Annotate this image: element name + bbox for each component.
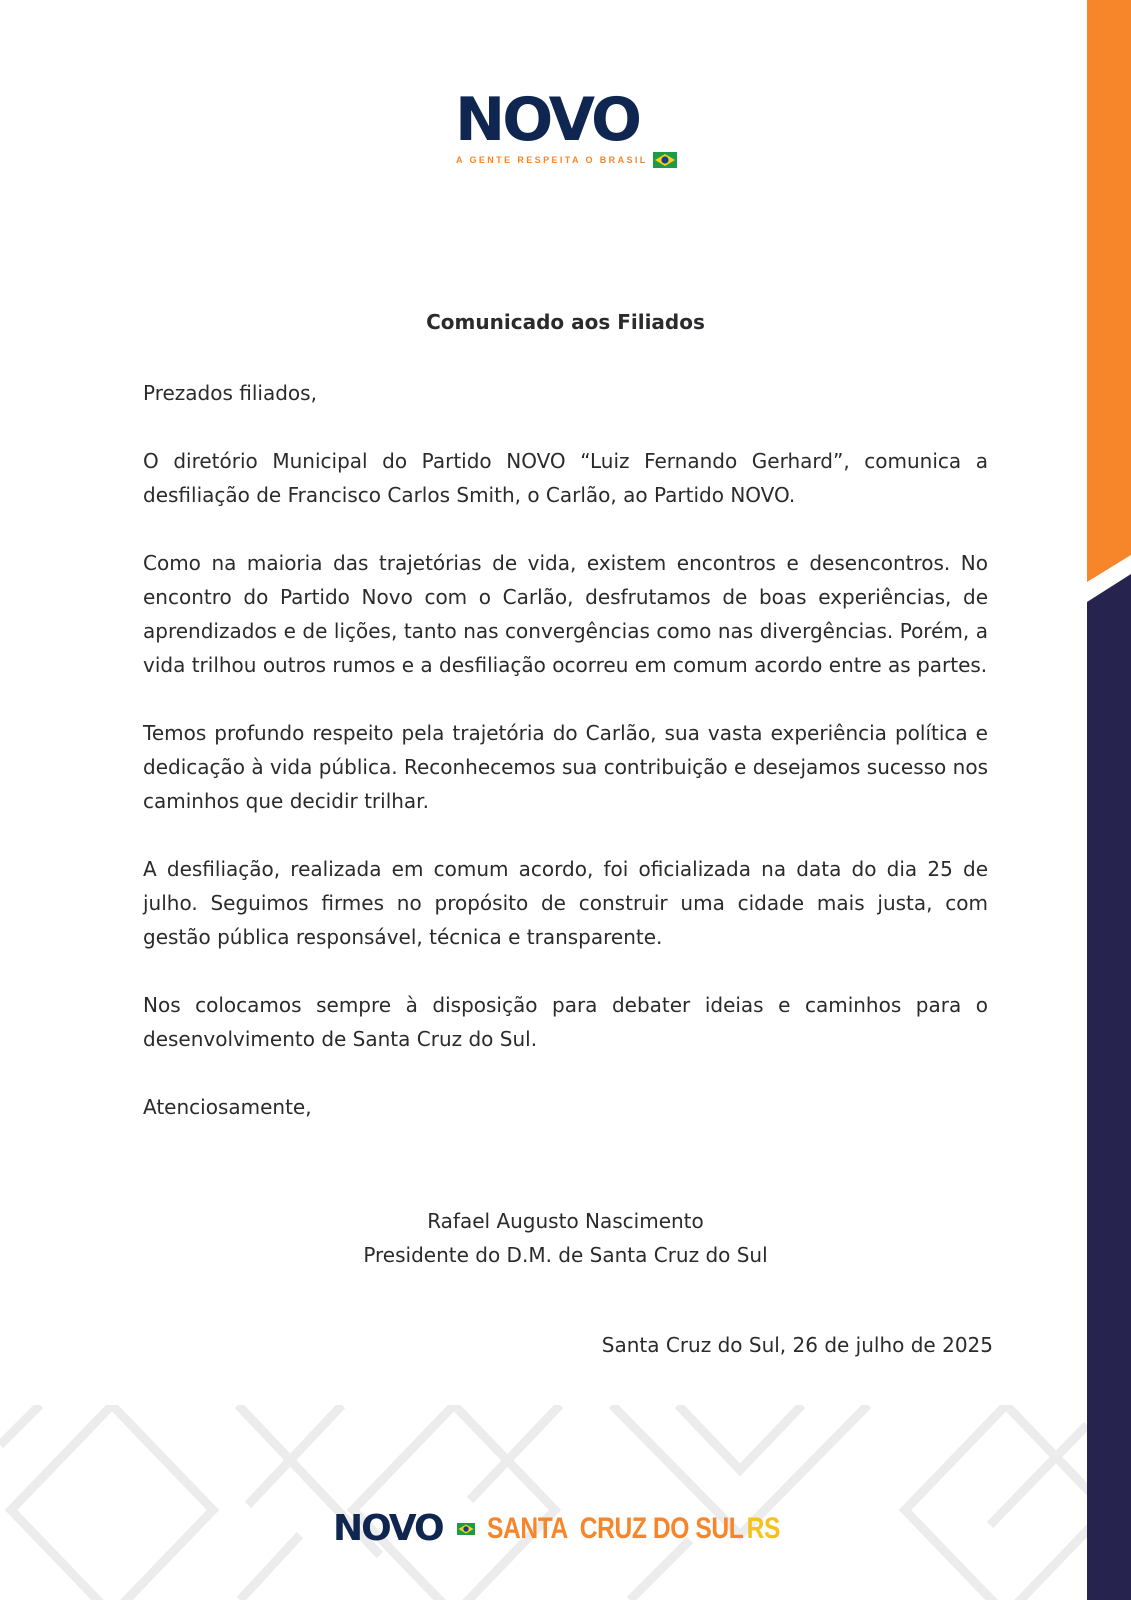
- signatory-role: Presidente do D.M. de Santa Cruz do Sul: [363, 1243, 768, 1267]
- salutation: Prezados filiados,: [143, 381, 317, 405]
- brazil-flag-icon: [653, 152, 677, 168]
- paragraph-announcement: O diretório Municipal do Partido NOVO “Luiz Fernando Gerhard”, comunica a desfiliação de Francisco Carlos Smith, o Carlão, ao Partido NOVO.: [143, 449, 988, 507]
- side-decorative-band: [1087, 0, 1131, 1600]
- footer-city-name: [487, 1509, 780, 1549]
- logo-tagline-text: A GENTE RESPEITA O BRASIL: [456, 155, 648, 165]
- closing: Atenciosamente,: [143, 1095, 312, 1119]
- paragraph-respect: Temos profundo respeito pela trajetória do Carlão, sua vasta experiência política e dedicação à vida pública. Reconhecemos sua contribuição e desejamos sucesso nos caminhos que decidir trilhar.: [143, 721, 988, 813]
- novo-logo: [455, 85, 673, 166]
- signatory-name: Rafael Augusto Nascimento: [427, 1209, 704, 1233]
- paragraph-trajectories: Como na maioria das trajetórias de vida, existem encontros e desencontros. No encontro do Partido Novo com o Carlão, desfrutamos de boas experiências, de aprendizados e de lições, tanto nas convergências como nas divergências. Porém, a vida trilhou outros rumos e a desfiliação ocorreu em comum acordo entre as partes.: [143, 551, 988, 677]
- letter-body: [143, 376, 988, 1158]
- footer-city-text: SANTA CRUZ DO SUL: [486, 1512, 743, 1545]
- footer-state: RS: [746, 1512, 780, 1545]
- paragraph-official-date: A desfiliação, realizada em comum acordo, foi oficializada na data do dia 25 de julho. Seguimos firmes no propósito de construir uma cidade mais justa, com gestão pública responsável, técnica e transparente.: [143, 857, 988, 949]
- footer-logo: [333, 1509, 844, 1549]
- document-title: Comunicado aos Filiados: [426, 310, 705, 334]
- footer-novo-wordmark: NOVO: [333, 1508, 443, 1549]
- date-line: Santa Cruz do Sul, 26 de julho de 2025: [601, 1333, 993, 1357]
- signature-block: [0, 1204, 1131, 1272]
- brazil-flag-icon: [457, 1523, 475, 1535]
- logo-tagline: [456, 152, 677, 168]
- novo-logo-wordmark: NOVO: [455, 85, 639, 155]
- background-diamond-pattern: [0, 1405, 1087, 1600]
- paragraph-availability: Nos colocamos sempre à disposição para debater ideias e caminhos para o desenvolvimento de Santa Cruz do Sul.: [143, 993, 988, 1051]
